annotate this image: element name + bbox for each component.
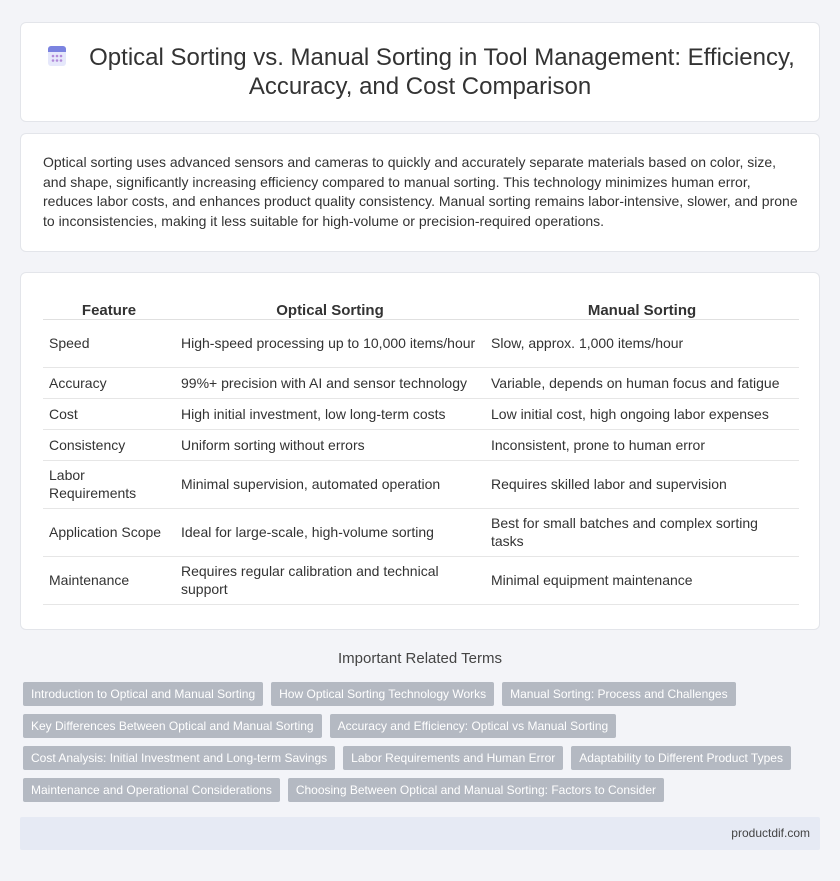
- feature-cell: Accuracy: [43, 367, 175, 398]
- intro-paragraph: Optical sorting uses advanced sensors and cameras to quickly and accurately separate materials based on color, size, and shape, significantly increasing efficiency compared to manual sorting. This technology minimizes human error, reduces labor costs, and enhances product quality consistency. Manual sorting remains labor-intensive, slower, and prone to inconsistencies, making it less suitable for high-volume or precision-required operations.: [43, 154, 798, 229]
- manual-cell: Requires skilled labor and supervision: [485, 460, 799, 508]
- feature-cell: Maintenance: [43, 556, 175, 604]
- related-tag[interactable]: Introduction to Optical and Manual Sorting: [23, 682, 263, 706]
- related-tag[interactable]: Adaptability to Different Product Types: [571, 746, 791, 770]
- related-tag[interactable]: Maintenance and Operational Considerations: [23, 778, 280, 802]
- related-terms-title: Important Related Terms: [338, 650, 502, 667]
- related-tag[interactable]: Cost Analysis: Initial Investment and Long-term Savings: [23, 746, 335, 770]
- table-row: [43, 556, 799, 604]
- table-row: [43, 460, 799, 508]
- related-tag[interactable]: Accuracy and Efficiency: Optical vs Manual Sorting: [330, 714, 617, 738]
- optical-cell: Ideal for large-scale, high-volume sorting: [175, 508, 485, 556]
- table-row: [43, 429, 799, 460]
- related-tag[interactable]: Key Differences Between Optical and Manual Sorting: [23, 714, 322, 738]
- optical-cell: High-speed processing up to 10,000 items/hour: [175, 319, 485, 367]
- optical-cell: High initial investment, low long-term costs: [175, 398, 485, 429]
- intro-card: [20, 133, 820, 252]
- comparison-table: [43, 297, 799, 605]
- manual-cell: Best for small batches and complex sorting tasks: [485, 508, 799, 556]
- related-tag[interactable]: How Optical Sorting Technology Works: [271, 682, 494, 706]
- optical-cell: Uniform sorting without errors: [175, 429, 485, 460]
- page-title-container: [21, 43, 819, 101]
- manual-cell: Inconsistent, prone to human error: [485, 429, 799, 460]
- table-row: [43, 367, 799, 398]
- related-tag[interactable]: Manual Sorting: Process and Challenges: [502, 682, 735, 706]
- related-tags: [23, 682, 813, 802]
- optical-cell: 99%+ precision with AI and sensor technology: [175, 367, 485, 398]
- related-tag[interactable]: Choosing Between Optical and Manual Sorting: Factors to Consider: [288, 778, 664, 802]
- table-row: [43, 398, 799, 429]
- table-row: [43, 508, 799, 556]
- feature-cell: Labor Requirements: [43, 460, 175, 508]
- header-optical: Optical Sorting: [175, 297, 485, 319]
- feature-cell: Speed: [43, 319, 175, 367]
- optical-cell: Requires regular calibration and technical support: [175, 556, 485, 604]
- manual-cell: Variable, depends on human focus and fatigue: [485, 367, 799, 398]
- header-manual: Manual Sorting: [485, 297, 799, 319]
- footer-site-link[interactable]: productdif.com: [731, 826, 810, 840]
- page-title: Optical Sorting vs. Manual Sorting in Tool Management: Efficiency, Accuracy, and Cost Comparison: [89, 44, 795, 100]
- manual-cell: Minimal equipment maintenance: [485, 556, 799, 604]
- optical-cell: Minimal supervision, automated operation: [175, 460, 485, 508]
- feature-cell: Application Scope: [43, 508, 175, 556]
- feature-cell: Cost: [43, 398, 175, 429]
- title-card: [20, 22, 820, 122]
- feature-cell: Consistency: [43, 429, 175, 460]
- footer-bar: [20, 817, 820, 850]
- comparison-card: [20, 272, 820, 630]
- table-row: [43, 319, 799, 367]
- related-tag[interactable]: Labor Requirements and Human Error: [343, 746, 563, 770]
- document-icon: [45, 44, 69, 68]
- header-feature: Feature: [43, 297, 175, 319]
- manual-cell: Slow, approx. 1,000 items/hour: [485, 319, 799, 367]
- table-header-row: [43, 297, 799, 319]
- manual-cell: Low initial cost, high ongoing labor expenses: [485, 398, 799, 429]
